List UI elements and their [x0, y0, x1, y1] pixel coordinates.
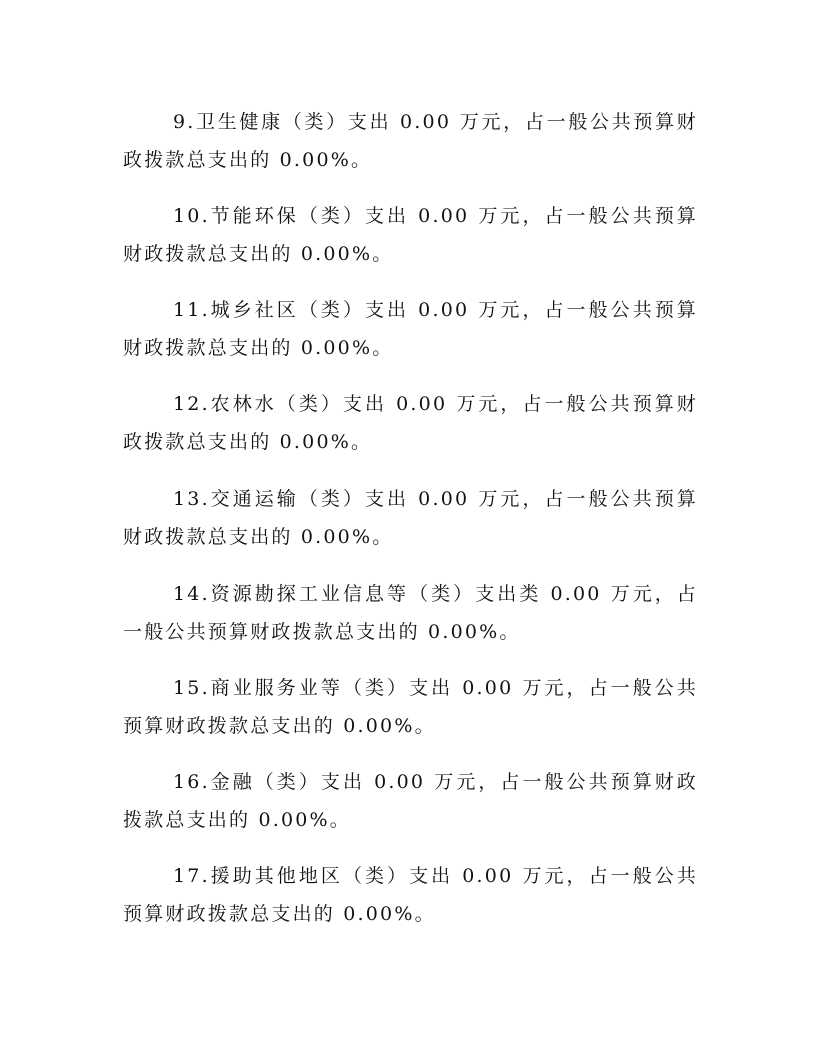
paragraph-health-expenditure: 9.卫生健康（类）支出 0.00 万元，占一般公共预算财政拨款总支出的 0.00%。	[123, 111, 698, 171]
paragraph-finance-expenditure: 16.金融（类）支出 0.00 万元，占一般公共预算财政拨款总支出的 0.00%。	[123, 771, 698, 831]
paragraph-aid-other-regions-expenditure: 17.援助其他地区（类）支出 0.00 万元，占一般公共预算财政拨款总支出的 0.00%。	[123, 865, 698, 925]
paragraph-agriculture-forestry-water-expenditure: 12.农林水（类）支出 0.00 万元，占一般公共预算财政拨款总支出的 0.00%。	[123, 393, 698, 453]
paragraph-urban-rural-community-expenditure: 11.城乡社区（类）支出 0.00 万元，占一般公共预算财政拨款总支出的 0.00%。	[123, 299, 698, 359]
paragraph-energy-environment-expenditure: 10.节能环保（类）支出 0.00 万元，占一般公共预算财政拨款总支出的 0.00%。	[123, 205, 698, 265]
paragraph-resource-industry-info-expenditure: 14.资源勘探工业信息等（类）支出类 0.00 万元，占一般公共预算财政拨款总支出的 0.00%。	[123, 583, 698, 643]
paragraph-transportation-expenditure: 13.交通运输（类）支出 0.00 万元，占一般公共预算财政拨款总支出的 0.00%。	[123, 488, 698, 548]
paragraph-commerce-services-expenditure: 15.商业服务业等（类）支出 0.00 万元，占一般公共预算财政拨款总支出的 0.00%。	[123, 677, 698, 737]
